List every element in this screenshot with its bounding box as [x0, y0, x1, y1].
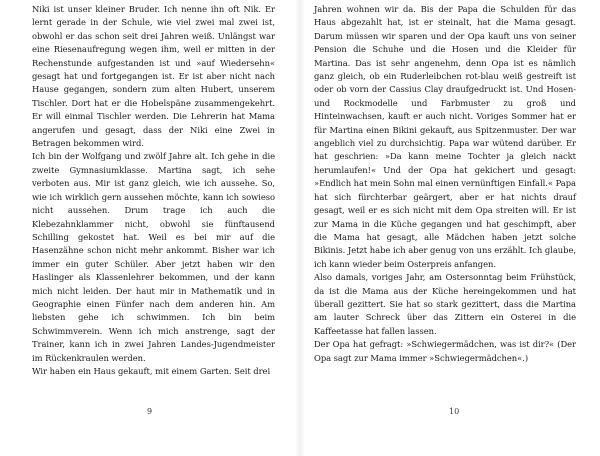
page-number: 9	[147, 407, 153, 416]
left-page-text	[32, 3, 275, 378]
paragraph: Also damals, voriges Jahr, am Ostersonntag beim Frühstück, da ist die Mama aus der Küche hereingekommen und hat überall gezittert. Sie hat so stark gezittert, dass die Martina am lauter Schreck über das Zittern ein Osterei in die Kaffeetasse hat fallen lassen.	[314, 272, 576, 336]
right-page-text	[314, 3, 576, 365]
paragraph: Niki ist unser kleiner Bruder. Ich nenne ihn oft Nik. Er lernt gerade in der Schule, wie viel zwei mal zwei ist, obwohl er das schon seit drei Jahren weiß. Unlängst war eine Riesenaufregung wegen ihm, weil er mitten in der Rechenstunde aufgestanden ist und »auf Wiedersehn« gesagt hat und fortgegangen ist. Er ist aber nicht nach Hause gegangen, sondern zum alten Hubert, unserem Tischler. Dort hat er die Hobelspäne zusammengekehrt. Er will einmal Tischler werden. Die Lehrerin hat Mama angerufen und gesagt, dass der Niki eine Zwei in Betragen bekommen wird.	[32, 4, 275, 149]
paragraph: Wir haben ein Haus gekauft, mit einem Garten. Seit drei	[32, 365, 271, 376]
paragraph: Der Opa hat gefragt: »Schwiegermädchen, was ist dir?« (Der Opa sagt zur Mama immer »Schwiegermädchen«.)	[314, 339, 576, 363]
paragraph: Jahren wohnen wir da. Bis der Papa die Schulden für das Haus abgezahlt hat, ist er steinalt, hat die Mama gesagt. Darum müssen wir sparen und der Opa kauft uns von seiner Pension die Schuhe und die Hosen und die Kleider für Martina. Das ist sehr angenehm, denn Opa ist es nämlich ganz gleich, ob ein Ruderleibchen rot-blau weiß gestreift ist oder ob vorn der Cassius Clay draufgedruckt ist. Und Hosen- und Rockmodelle und Farbmuster zu groß und Hinteinwachsen, kauft er auch nicht. Voriges Sommer hat er für Martina einen Bikini gekauft, aus Spitzenmuster. Der war angeblich viel zu durchsichtig. Papa war wütend darüber. Er hat geschrien: »Da kann meine Tochter ja gleich nackt herumlaufen!« Und der Opa hat gekichert und gesagt: »Endlich hat mein Sohn mal einen vernünftigen Einfall.« Papa hat sich fürchterbar geärgert, aber er hat nichts drauf gesagt, weil er es sich nicht mit dem Opa streiten will. Er ist zur Mama in die Küche gegangen und hat geschimpft, aber die Mama hat gesagt, alle Mädchen haben jetzt solche Bikinis. Jetzt habe ich aber genug von uns erzählt. Ich glaube, ich kann wieder beim Osterpreis anfangen.	[314, 4, 576, 269]
right-page	[300, 0, 600, 456]
page-number: 10	[449, 407, 460, 416]
paragraph: Ich bin der Wolfgang und zwölf Jahre alt. Ich gehe in die zweite Gymnasiumklasse. Martina sagt, ich sehe verboten aus. Mir ist ganz gleich, wie ich aussehe. So, wie ich wirklich gern aussehen möchte, kann ich sowieso nicht aussehen. Drum trage ich auch die Klebezahnklammer nicht, obwohl sie fünftausend Schilling gekostet hat. Weil es bei mir auf die Hasenzähne schon nicht mehr ankommt. Bisher war ich immer ein guter Schüler. Aber jetzt haben wir den Haslinger als Klassenlehrer bekommen, und der kann mich nicht leiden. Der haut mir in Mathematik und in Geographie einen Fünfer nach dem anderen hin. Am liebsten gehe ich schwimmen. Ich bin beim Schwimmverein. Wenn ich mich anstrenge, sagt der Trainer, kann ich in zwei Jahren Landes-Jugendmeister im Rückenkraulen werden.	[32, 151, 275, 363]
